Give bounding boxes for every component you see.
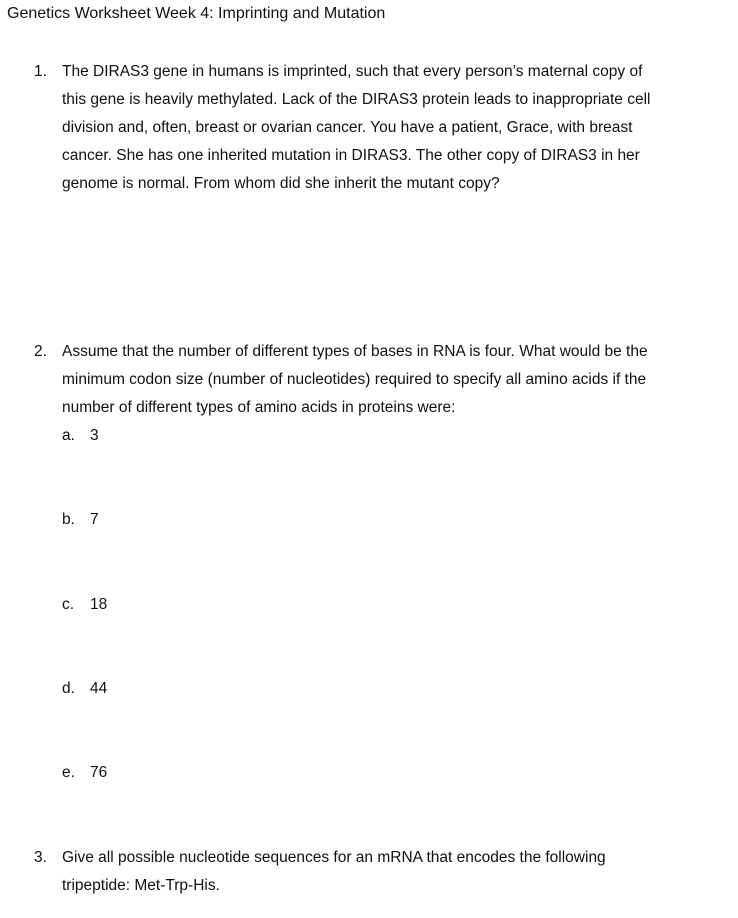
option-value: 18 — [90, 596, 108, 613]
option-d — [62, 675, 107, 703]
question-line: The DIRAS3 gene in humans is imprinted, such that every person’s maternal copy of — [62, 63, 643, 80]
question-line: tripeptide: Met-Trp-His. — [62, 877, 220, 894]
question-number: 2. — [34, 343, 47, 360]
option-letter: a. — [62, 427, 75, 444]
question-number: 3. — [34, 849, 47, 866]
question-line: genome is normal. From whom did she inherit the mutant copy? — [62, 175, 500, 192]
question-text — [62, 58, 650, 198]
option-value: 76 — [90, 764, 108, 781]
question-text — [62, 844, 606, 900]
option-e — [62, 759, 107, 787]
option-value: 3 — [90, 427, 99, 444]
option-a — [62, 422, 99, 450]
option-letter: e. — [62, 764, 75, 781]
option-b — [62, 506, 99, 534]
option-value: 44 — [90, 680, 108, 697]
option-value: 7 — [90, 511, 99, 528]
option-letter: c. — [62, 596, 75, 613]
question-line: division and, often, breast or ovarian cancer. You have a patient, Grace, with breast — [62, 119, 633, 136]
question-number: 1. — [34, 63, 47, 80]
question-line: this gene is heavily methylated. Lack of the DIRAS3 protein leads to inappropriate cell — [62, 91, 651, 108]
question-text — [62, 338, 648, 422]
question-line: Assume that the number of different types of bases in RNA is four. What would be the — [62, 343, 648, 360]
question-line: number of different types of amino acids in proteins were: — [62, 399, 456, 416]
question-line: cancer. She has one inherited mutation in DIRAS3. The other copy of DIRAS3 in her — [62, 147, 640, 164]
question-line: minimum codon size (number of nucleotides) required to specify all amino acids if the — [62, 371, 647, 388]
page-title: Genetics Worksheet Week 4: Imprinting and Mutation — [7, 5, 386, 22]
question-line: Give all possible nucleotide sequences for an mRNA that encodes the following — [62, 849, 606, 866]
option-letter: d. — [62, 680, 75, 697]
option-letter: b. — [62, 511, 75, 528]
option-c — [62, 591, 107, 619]
